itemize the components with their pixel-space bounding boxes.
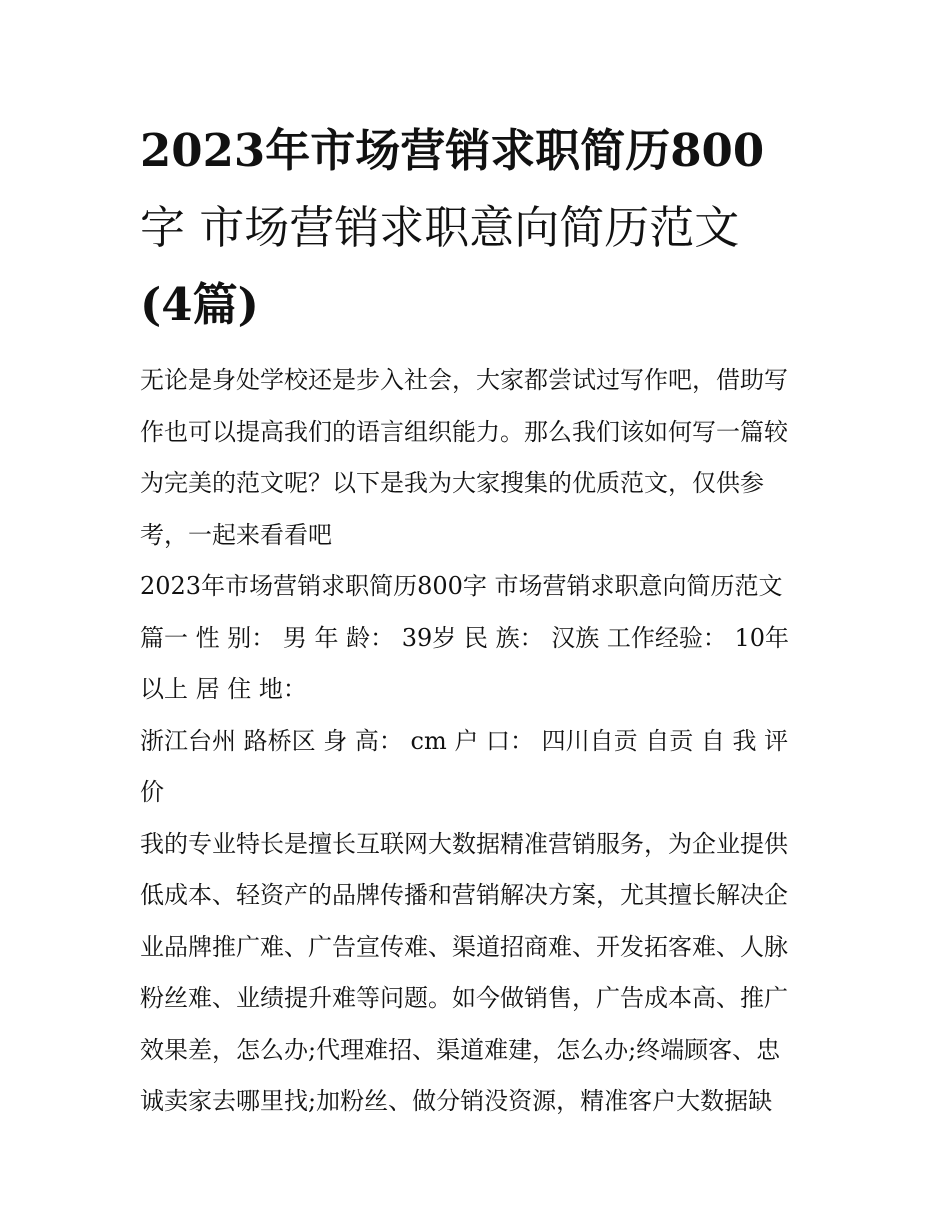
paragraph-line: 粉丝难、业绩提升难等问题。如今做销售，广告成本高、推广 (140, 984, 788, 1012)
intro-line: 作也可以提高我们的语言组织能力。那么我们该如何写一篇较 (140, 417, 788, 446)
profile-line: 浙江台州 路桥区 身 高： cm 户 口： 四川自贡 自贡 自 我 评 (140, 726, 789, 755)
paragraph-line: 效果差，怎么办;代理难招、渠道难建，怎么办;终端顾客、忠 (140, 1035, 781, 1064)
paragraph-line: 诚卖家去哪里找;加粉丝、做分销没资源，精准客户大数据缺 (140, 1087, 773, 1115)
paragraph-line: 低成本、轻资产的品牌传播和营销解决方案，尤其擅长解决企 (140, 881, 788, 909)
intro-line: 考，一起来看看吧 (140, 520, 332, 549)
title-line: 2023年市场营销求职简历800 (140, 124, 765, 177)
paragraph-line: 我的专业特长是擅长互联网大数据精准营销服务，为企业提供 (140, 829, 788, 858)
document-body (140, 355, 820, 1128)
intro-line: 无论是身处学校还是步入社会，大家都尝试过写作吧，借助写 (140, 366, 788, 394)
section-heading-line: 2023年市场营销求职简历800字 市场营销求职意向简历范文 (140, 572, 783, 600)
paragraph-line: 业品牌推广难、广告宣传难、渠道招商难、开发拓客难、人脉 (140, 932, 788, 961)
profile-line: 以上 居 住 地： (140, 675, 307, 703)
document-title (140, 112, 820, 343)
profile-line: 价 (140, 778, 164, 806)
intro-line: 为完美的范文呢？以下是我为大家搜集的优质范文，仅供参 (140, 469, 764, 497)
title-line: (4篇) (140, 278, 259, 331)
profile-line: 篇一 性 别： 男 年 龄： 39岁 民 族： 汉族 工作经验： 10年 (140, 623, 789, 652)
title-line: 字 市场营销求职意向简历范文 (140, 201, 740, 254)
